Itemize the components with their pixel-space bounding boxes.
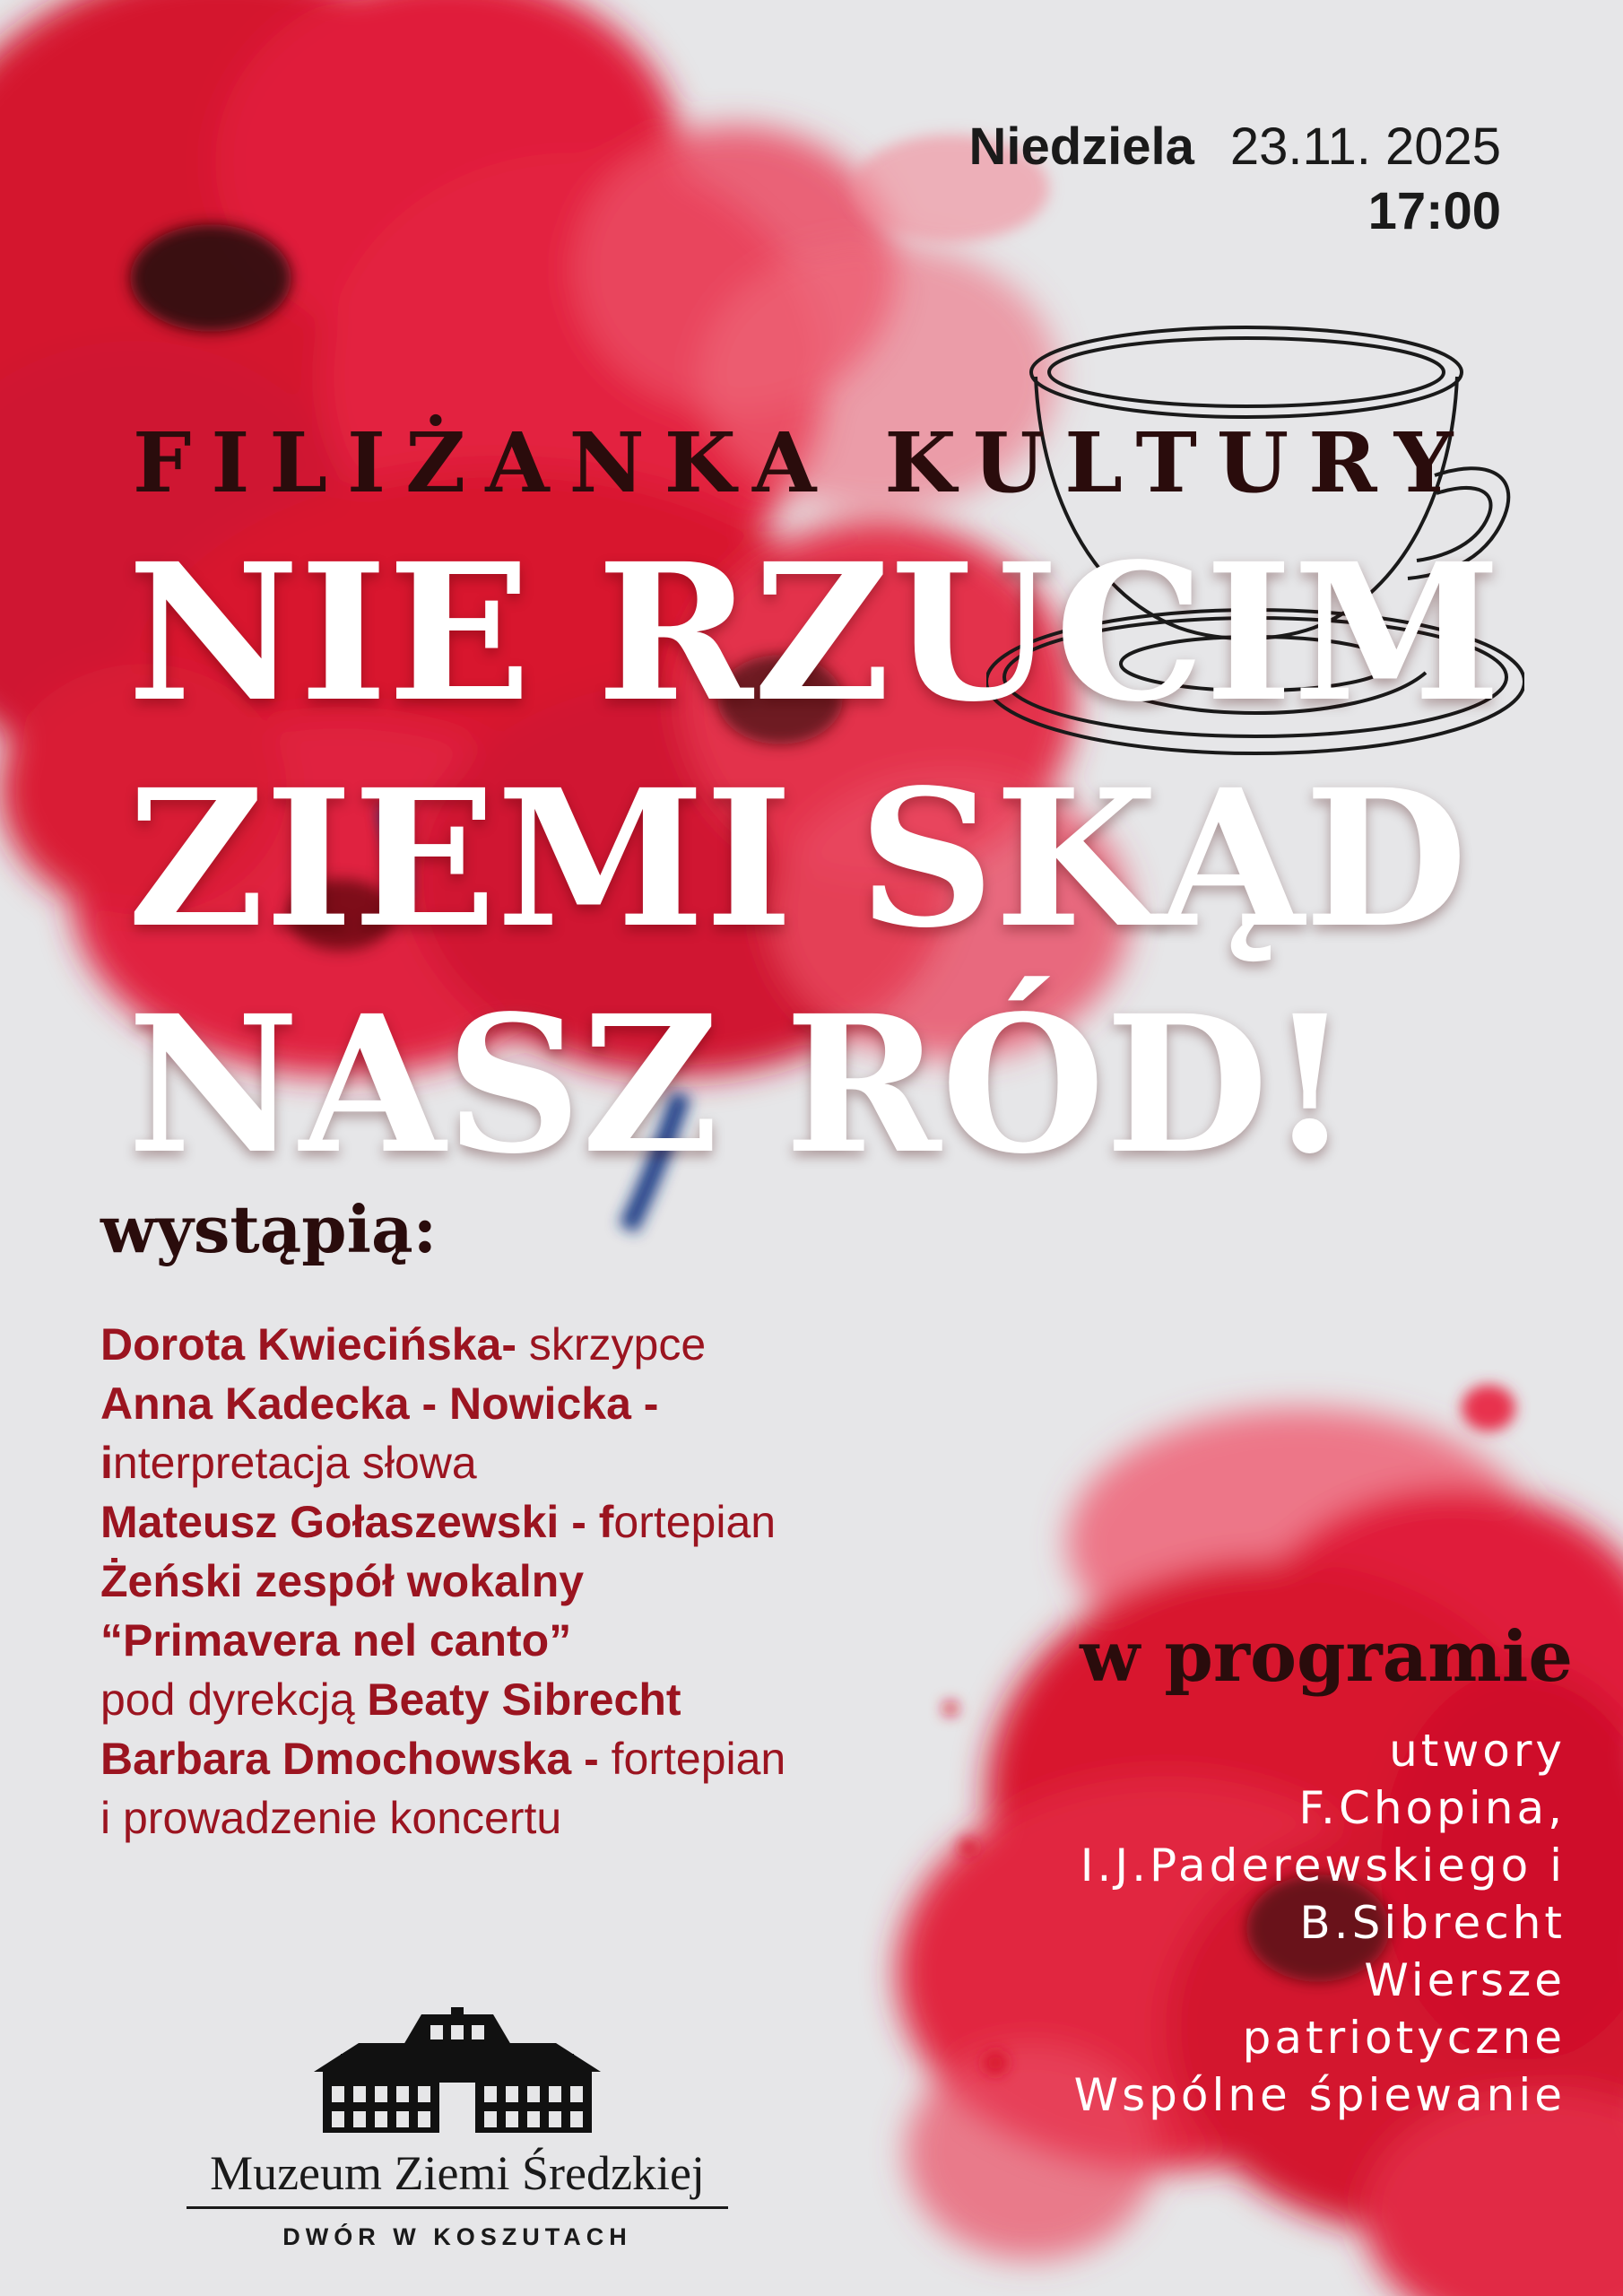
program-item: Wiersze <box>1364 1954 1566 2006</box>
event-day: Niedziela <box>968 117 1194 176</box>
museum-name: Muzeum Ziemi Średzkiej <box>210 2146 705 2200</box>
program-item: B.Sibrecht <box>1299 1897 1566 1949</box>
performer-line: Mateusz Gołaszewski - fortepian <box>100 1497 777 1547</box>
performer-line: pod dyrekcją Beaty Sibrecht <box>100 1674 681 1725</box>
museum-subtitle: DWÓR W KOSZUTACH <box>282 2223 632 2250</box>
performers-heading: wystąpią: <box>100 1191 438 1267</box>
main-title-line: NIE RZUCIM <box>127 522 1502 744</box>
logo-divider <box>187 2206 728 2209</box>
main-title-line: NASZ RÓD! <box>127 974 1351 1196</box>
series-title: FILIŻANKA KULTURY <box>133 414 1473 511</box>
event-time: 17:00 <box>1367 182 1501 240</box>
program-list <box>1074 1722 1566 2124</box>
performer-line: Anna Kadecka - Nowicka - <box>100 1378 659 1429</box>
program-item: patriotyczne <box>1242 2012 1566 2064</box>
program-item: utwory <box>1389 1725 1566 1777</box>
program-item: I.J.Paderewskiego i <box>1080 1839 1566 1892</box>
program-heading: w programie <box>1080 1616 1573 1698</box>
performer-line: Dorota Kwiecińska- skrzypce <box>100 1319 707 1370</box>
performer-line: “Primavera nel canto” <box>100 1615 572 1665</box>
program-item: F.Chopina, <box>1298 1782 1566 1834</box>
event-date-time <box>968 115 1501 244</box>
museum-logo <box>179 2007 735 2251</box>
performer-line: Barbara Dmochowska - fortepian <box>100 1734 786 1784</box>
performers-list <box>100 1315 925 1848</box>
performer-line: Żeński zespół wokalny <box>100 1556 585 1606</box>
manor-house-icon <box>305 2007 610 2133</box>
performer-line: interpretacja słowa <box>100 1438 477 1488</box>
program-item: Wspólne śpiewanie <box>1073 2069 1566 2121</box>
main-title-line: ZIEMI SKĄD <box>127 748 1468 970</box>
event-date: 23.11. 2025 <box>1229 117 1501 176</box>
performer-line: i prowadzenie koncertu <box>100 1793 562 1843</box>
main-title <box>127 520 1501 1198</box>
